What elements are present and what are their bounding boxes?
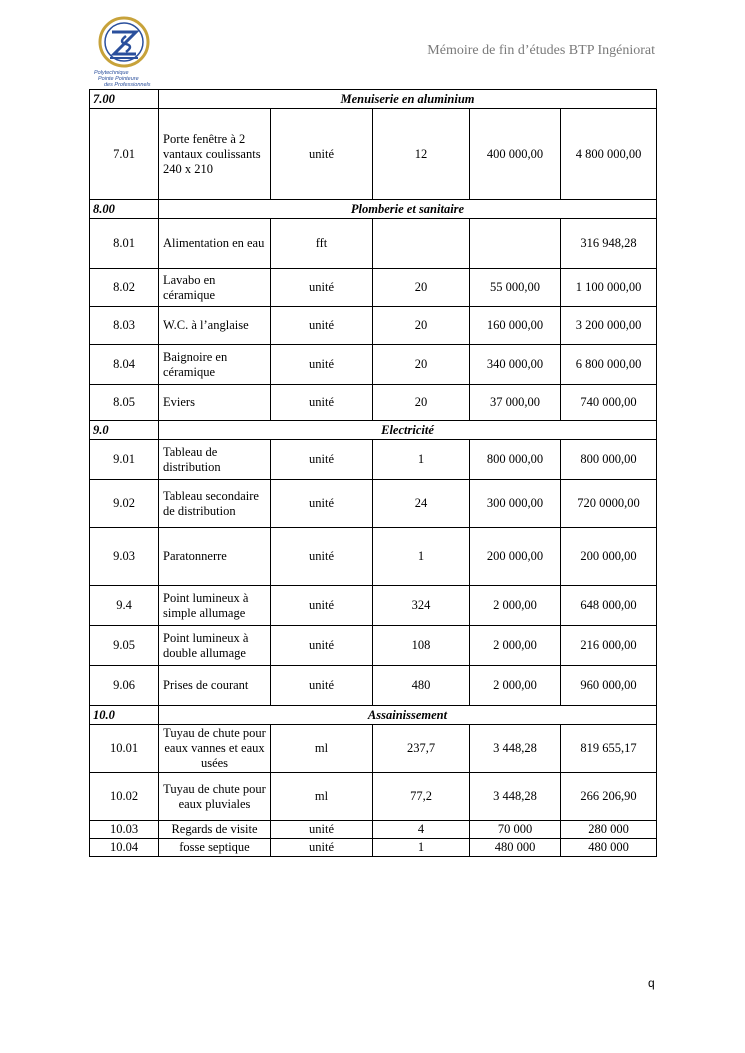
- section-number: 7.00: [90, 90, 159, 109]
- item-designation: Tuyau de chute pour eaux pluviales: [159, 773, 271, 821]
- school-logo: [92, 14, 156, 90]
- item-amount: 648 000,00: [561, 586, 657, 626]
- bill-of-quantities-table: [89, 89, 657, 857]
- item-designation: Paratonnerre: [159, 528, 271, 586]
- item-unit-price: 2 000,00: [470, 586, 561, 626]
- item-unit: ml: [271, 773, 373, 821]
- item-unit-price: 70 000: [470, 821, 561, 839]
- item-quantity: 77,2: [373, 773, 470, 821]
- item-unit: unité: [271, 345, 373, 385]
- logo-line-2: Pointe Pointeure: [98, 76, 139, 82]
- page-number: q: [648, 976, 655, 990]
- item-amount: 216 000,00: [561, 626, 657, 666]
- item-unit-price: 400 000,00: [470, 109, 561, 200]
- section-title: Electricité: [159, 421, 657, 440]
- item-designation: Tableau de distribution: [159, 440, 271, 480]
- item-quantity: 20: [373, 269, 470, 307]
- item-unit-price: 800 000,00: [470, 440, 561, 480]
- section-title: Menuiserie en aluminium: [159, 90, 657, 109]
- item-amount: 1 100 000,00: [561, 269, 657, 307]
- item-row: [90, 219, 657, 269]
- item-designation: Point lumineux à simple allumage: [159, 586, 271, 626]
- item-quantity: 20: [373, 345, 470, 385]
- item-designation: Prises de courant: [159, 666, 271, 706]
- item-unit-price: [470, 219, 561, 269]
- item-unit: unité: [271, 480, 373, 528]
- section-title: Assainissement: [159, 706, 657, 725]
- item-unit: unité: [271, 839, 373, 857]
- item-amount: 960 000,00: [561, 666, 657, 706]
- item-number: 9.06: [90, 666, 159, 706]
- item-unit-price: 3 448,28: [470, 773, 561, 821]
- section-row: [90, 90, 657, 109]
- item-unit-price: 480 000: [470, 839, 561, 857]
- item-designation: W.C. à l’anglaise: [159, 307, 271, 345]
- item-designation: Tuyau de chute pour eaux vannes et eaux usées: [159, 725, 271, 773]
- item-quantity: 1: [373, 440, 470, 480]
- item-unit-price: 2 000,00: [470, 666, 561, 706]
- item-amount: 740 000,00: [561, 385, 657, 421]
- item-amount: 200 000,00: [561, 528, 657, 586]
- item-number: 10.01: [90, 725, 159, 773]
- item-designation: Alimentation en eau: [159, 219, 271, 269]
- item-row: [90, 626, 657, 666]
- item-quantity: 1: [373, 839, 470, 857]
- item-row: [90, 821, 657, 839]
- item-designation: Lavabo en céramique: [159, 269, 271, 307]
- item-amount: 720 0000,00: [561, 480, 657, 528]
- logo-line-3: des Professionnels: [104, 82, 151, 88]
- item-number: 9.4: [90, 586, 159, 626]
- item-amount: 4 800 000,00: [561, 109, 657, 200]
- item-quantity: 108: [373, 626, 470, 666]
- section-row: [90, 706, 657, 725]
- item-quantity: 4: [373, 821, 470, 839]
- item-number: 9.01: [90, 440, 159, 480]
- item-unit-price: 3 448,28: [470, 725, 561, 773]
- item-quantity: 24: [373, 480, 470, 528]
- section-title: Plomberie et sanitaire: [159, 200, 657, 219]
- item-number: 9.05: [90, 626, 159, 666]
- item-designation: Porte fenêtre à 2 vantaux coulissants 240 x 210: [159, 109, 271, 200]
- item-number: 7.01: [90, 109, 159, 200]
- item-amount: 3 200 000,00: [561, 307, 657, 345]
- item-quantity: 1: [373, 528, 470, 586]
- item-number: 8.03: [90, 307, 159, 345]
- item-number: 10.04: [90, 839, 159, 857]
- item-row: [90, 480, 657, 528]
- item-row: [90, 773, 657, 821]
- item-unit-price: 2 000,00: [470, 626, 561, 666]
- logo-line-1: Polytechnique: [94, 70, 129, 76]
- item-number: 9.03: [90, 528, 159, 586]
- page-header-title: Mémoire de fin d’études BTP Ingéniorat: [427, 43, 655, 58]
- item-quantity: 20: [373, 385, 470, 421]
- item-designation: Eviers: [159, 385, 271, 421]
- section-row: [90, 421, 657, 440]
- section-number: 10.0: [90, 706, 159, 725]
- item-row: [90, 440, 657, 480]
- item-number: 9.02: [90, 480, 159, 528]
- item-unit: unité: [271, 269, 373, 307]
- item-unit: unité: [271, 586, 373, 626]
- item-unit-price: 300 000,00: [470, 480, 561, 528]
- item-unit: unité: [271, 440, 373, 480]
- item-row: [90, 725, 657, 773]
- item-amount: 266 206,90: [561, 773, 657, 821]
- item-quantity: 20: [373, 307, 470, 345]
- item-row: [90, 109, 657, 200]
- item-quantity: [373, 219, 470, 269]
- item-amount: 480 000: [561, 839, 657, 857]
- item-unit: unité: [271, 821, 373, 839]
- item-number: 10.02: [90, 773, 159, 821]
- item-unit: fft: [271, 219, 373, 269]
- item-row: [90, 666, 657, 706]
- item-amount: 800 000,00: [561, 440, 657, 480]
- item-row: [90, 307, 657, 345]
- item-unit-price: 160 000,00: [470, 307, 561, 345]
- item-number: 8.04: [90, 345, 159, 385]
- item-quantity: 12: [373, 109, 470, 200]
- item-unit-price: 55 000,00: [470, 269, 561, 307]
- item-row: [90, 385, 657, 421]
- item-row: [90, 528, 657, 586]
- item-quantity: 480: [373, 666, 470, 706]
- item-number: 8.01: [90, 219, 159, 269]
- item-amount: 6 800 000,00: [561, 345, 657, 385]
- item-row: [90, 345, 657, 385]
- item-unit: unité: [271, 626, 373, 666]
- item-amount: 280 000: [561, 821, 657, 839]
- item-number: 8.02: [90, 269, 159, 307]
- item-designation: Tableau secondaire de distribution: [159, 480, 271, 528]
- item-unit-price: 340 000,00: [470, 345, 561, 385]
- item-unit: unité: [271, 385, 373, 421]
- item-row: [90, 586, 657, 626]
- item-unit: unité: [271, 666, 373, 706]
- item-amount: 316 948,28: [561, 219, 657, 269]
- item-unit-price: 200 000,00: [470, 528, 561, 586]
- item-quantity: 237,7: [373, 725, 470, 773]
- item-number: 8.05: [90, 385, 159, 421]
- item-row: [90, 839, 657, 857]
- section-row: [90, 200, 657, 219]
- item-unit: ml: [271, 725, 373, 773]
- item-designation: fosse septique: [159, 839, 271, 857]
- item-unit: unité: [271, 528, 373, 586]
- item-quantity: 324: [373, 586, 470, 626]
- item-row: [90, 269, 657, 307]
- item-unit-price: 37 000,00: [470, 385, 561, 421]
- item-number: 10.03: [90, 821, 159, 839]
- section-number: 9.0: [90, 421, 159, 440]
- section-number: 8.00: [90, 200, 159, 219]
- item-designation: Point lumineux à double allumage: [159, 626, 271, 666]
- item-designation: Baignoire en céramique: [159, 345, 271, 385]
- item-designation: Regards de visite: [159, 821, 271, 839]
- item-unit: unité: [271, 109, 373, 200]
- item-amount: 819 655,17: [561, 725, 657, 773]
- item-unit: unité: [271, 307, 373, 345]
